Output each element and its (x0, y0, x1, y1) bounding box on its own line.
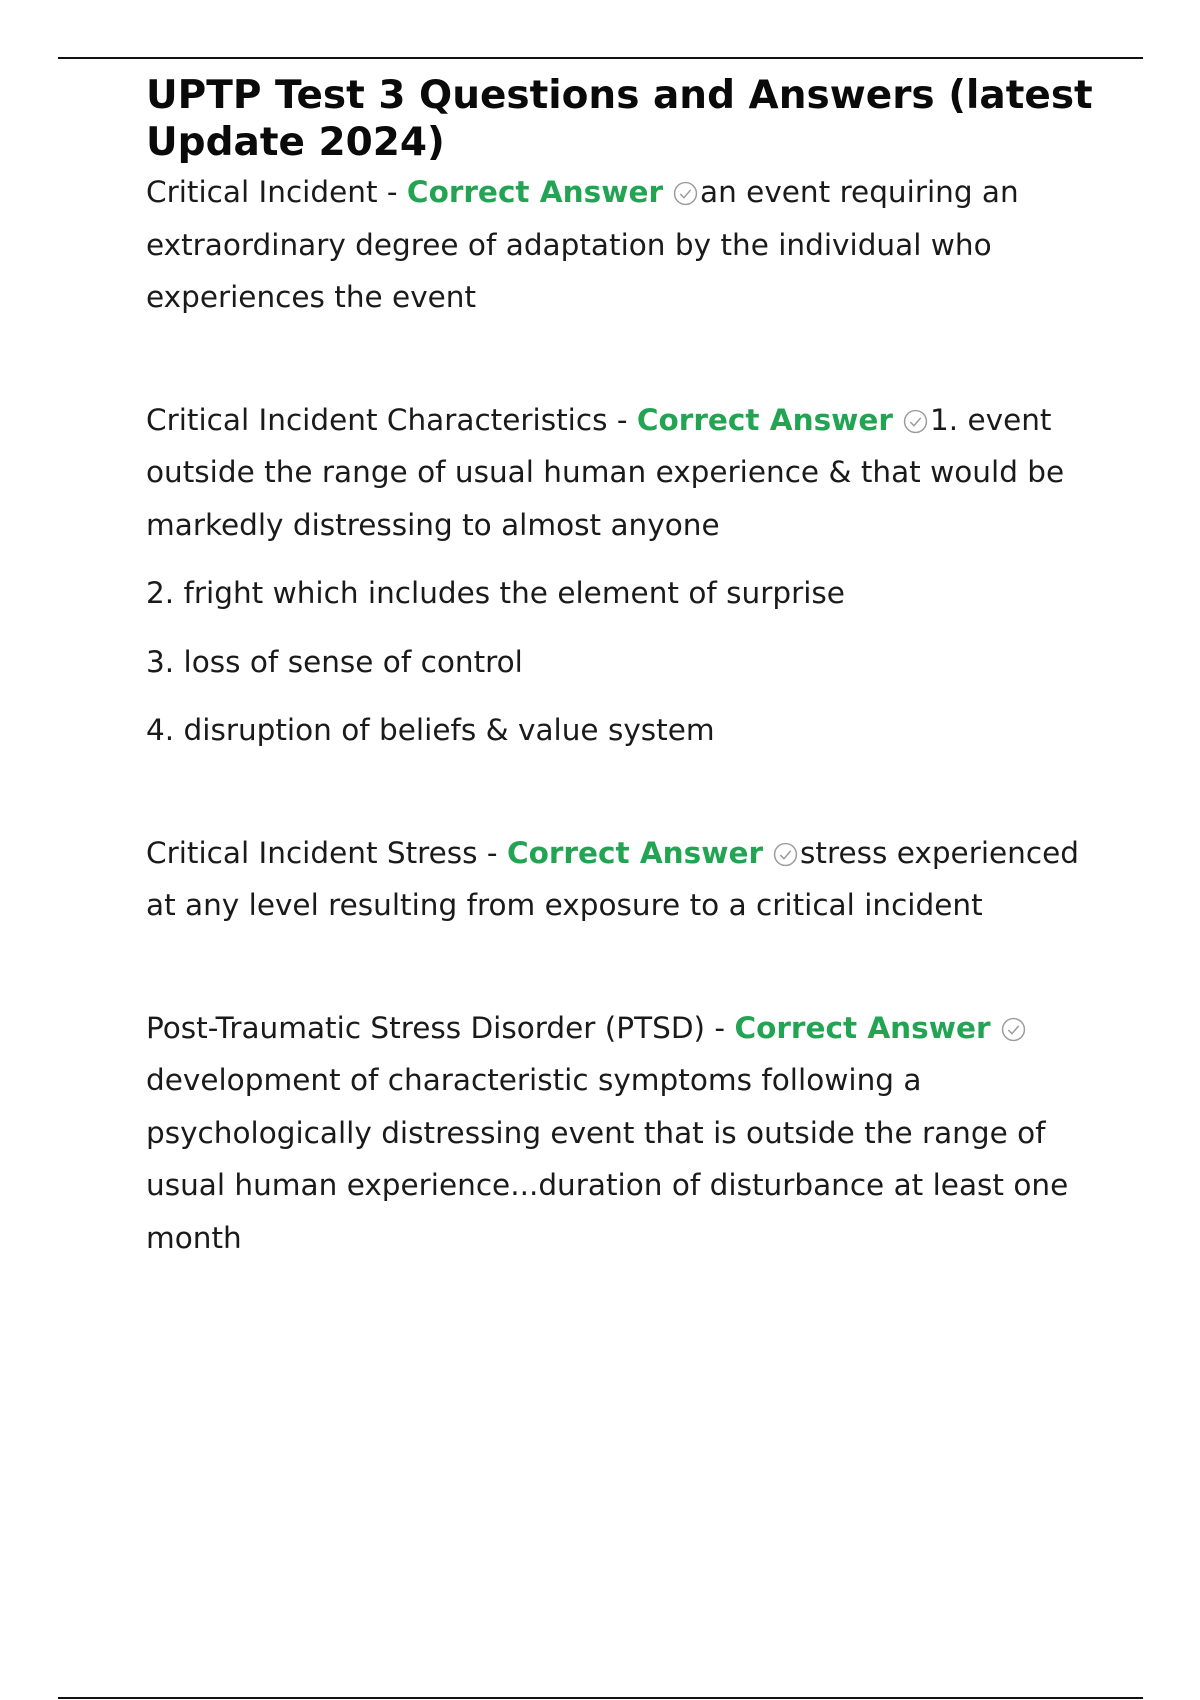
separator: - (607, 402, 637, 437)
check-circle-icon (1001, 1017, 1026, 1042)
list-item: 3. loss of sense of control (146, 644, 523, 679)
answer-text: an event requiring an extraordinary degree of adaptation by the individual who experiences the event (146, 175, 1019, 314)
term: Critical Incident (146, 175, 378, 209)
list-item: 4. disruption of beliefs & value system (146, 713, 715, 747)
answer-text: development of characteristic symptoms following a psychologically distressing event that is outside the range of usual human experience...duration of disturbance at least one month (146, 1063, 1069, 1255)
term: Post-Traumatic Stress Disorder (PTSD) (146, 1010, 706, 1045)
separator: - (377, 175, 407, 209)
answer-text: 1. event outside the range of usual human experience & that would be markedly distressing to almost anyone (146, 402, 1065, 542)
top-rule (58, 57, 1143, 59)
qa-main (146, 394, 1106, 552)
qa-entry-ptsd (146, 1002, 1106, 1265)
correct-answer-label: Correct Answer (406, 175, 664, 209)
document-title: UPTP Test 3 Questions and Answers (latest Update 2024) (146, 73, 1093, 165)
term: Critical Incident Stress (146, 835, 478, 870)
qa-entry-critical-incident-characteristics (146, 394, 1106, 757)
qa-entry-critical-incident-stress (146, 827, 1106, 932)
term: Critical Incident Characteristics (146, 402, 608, 437)
list-item: 2. fright which includes the element of surprise (146, 576, 845, 610)
document-body (146, 72, 1106, 1264)
correct-answer-label: Correct Answer (506, 835, 764, 870)
check-circle-icon (903, 409, 928, 434)
check-circle-icon (673, 181, 698, 206)
answer-text: stress experienced at any level resulting from exposure to a critical incident (146, 835, 1079, 922)
bottom-rule (58, 1697, 1143, 1699)
separator: - (705, 1010, 735, 1045)
check-circle-icon (773, 842, 798, 867)
qa-entry-critical-incident (146, 166, 1106, 324)
correct-answer-label: Correct Answer (734, 1010, 991, 1045)
correct-answer-label: Correct Answer (636, 402, 893, 437)
separator: - (477, 835, 507, 870)
